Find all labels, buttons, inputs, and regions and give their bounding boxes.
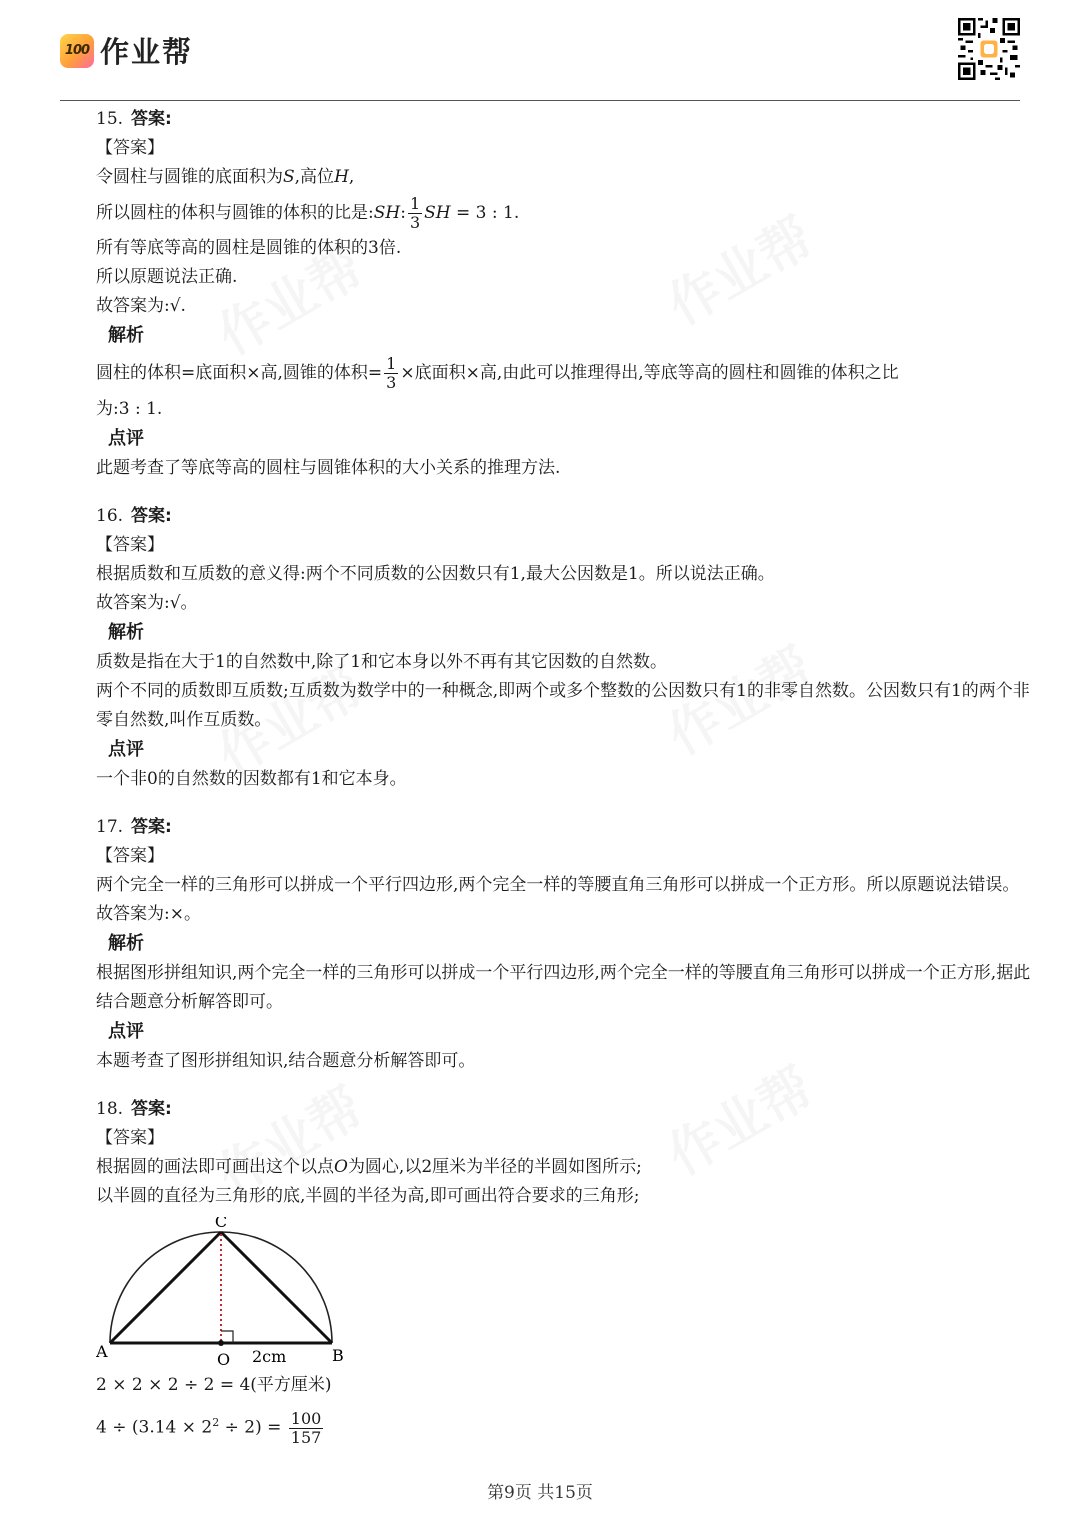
q17-answer-label: 【答案】	[96, 846, 164, 866]
q15-line-3: 所有等底等高的圆柱是圆锥的体积的3倍.	[96, 238, 402, 258]
label-c: C	[214, 1217, 228, 1231]
q18-answer-label: 【答案】	[96, 1128, 164, 1148]
q17-analysis-label: 解析	[108, 933, 144, 954]
semicircle-arc	[110, 1232, 332, 1343]
fraction: $\frac{1}{3}$	[409, 194, 421, 232]
q17-comment-label: 点评	[108, 1021, 144, 1042]
logo-badge-icon: 100	[60, 34, 94, 68]
qr-code-icon	[958, 18, 1020, 80]
q16-comment-1: 一个非0的自然数的因数都有1和它本身。	[96, 769, 407, 789]
fraction: $\frac{100}{157}$	[290, 1408, 322, 1447]
q15-answer-label: 【答案】	[96, 138, 164, 158]
q16-heading: 16. 答案:	[96, 506, 172, 526]
q15-line-1: 令圆柱与圆锥的底面积为S,高位H,	[96, 167, 355, 187]
q16-analysis-label: 解析	[108, 622, 144, 643]
brand-logo	[60, 30, 193, 71]
q18-formula-2: $4 \div (3.14 \times 2^2 \div 2)$ = $\frac{100}{157}$	[96, 1408, 322, 1447]
q18-heading: 18. 答案:	[96, 1099, 172, 1119]
q16-line-1: 根据质数和互质数的意义得:两个不同质数的公因数只有1,最大公因数是1。所以说法正确。	[96, 564, 775, 584]
side-ac	[110, 1232, 221, 1343]
label-a: A	[96, 1342, 108, 1361]
q15-comment-label: 点评	[108, 428, 144, 449]
q17-analysis-1: 根据图形拼组知识,两个完全一样的三角形可以拼成一个平行四边形,两个完全一样的等腰直角三角形可以拼成一个正方形,据此结合题意分析解答即可。	[96, 963, 1031, 1012]
header-divider	[60, 100, 1020, 101]
q16-line-2: 故答案为:√。	[96, 593, 198, 613]
q16-analysis-1: 质数是指在大于1的自然数中,除了1和它本身以外不再有其它因数的自然数。	[96, 652, 668, 672]
q18-line-2: 以半圆的直径为三角形的底,半圆的半径为高,即可画出符合要求的三角形;	[96, 1186, 640, 1206]
q16-answer-label: 【答案】	[96, 535, 164, 555]
side-cb	[221, 1232, 332, 1343]
center-point-o	[218, 1340, 224, 1346]
label-length: 2cm	[252, 1347, 287, 1366]
page-header	[0, 0, 1080, 102]
q15-line-2: 所以圆柱的体积与圆锥的体积的比是:SH: $\frac{1}{3}$ SH = 3 : 1.	[96, 194, 520, 232]
q16-comment-label: 点评	[108, 739, 144, 760]
fraction: $\frac{1}{3}$	[386, 354, 397, 392]
label-b: B	[332, 1346, 344, 1365]
logo-text: 作业帮	[100, 35, 194, 69]
q17-heading: 17. 答案:	[96, 817, 172, 837]
q15-line-5: 故答案为:√.	[96, 296, 186, 316]
page-content	[96, 104, 1040, 1451]
q15-comment-1: 此题考查了等底等高的圆柱与圆锥体积的大小关系的推理方法.	[96, 458, 561, 478]
semicircle-triangle-figure	[96, 1217, 356, 1367]
q17-comment-1: 本题考查了图形拼组知识,结合题意分析解答即可。	[96, 1051, 476, 1071]
q15-heading: 15. 答案:	[96, 109, 172, 129]
q17-line-2: 故答案为:×。	[96, 904, 201, 924]
q18-line-1: 根据圆的画法即可画出这个以点O为圆心,以2厘米为半径的半圆如图所示;	[96, 1157, 642, 1177]
q17-line-1: 两个完全一样的三角形可以拼成一个平行四边形,两个完全一样的等腰直角三角形可以拼成一个正方形。所以原题说法错误。	[96, 875, 1020, 895]
label-o: O	[217, 1350, 231, 1367]
q15-analysis-1: 圆柱的体积=底面积×高,圆锥的体积= $\frac{1}{3}$ ×底面积×高,由此可以推理得出,等底等高的圆柱和圆锥的体积之比	[96, 354, 899, 392]
q16-analysis-2: 两个不同的质数即互质数;互质数为数学中的一种概念,即两个或多个整数的公因数只有1的非零自然数。公因数只有1的两个非零自然数,叫作互质数。	[96, 681, 1030, 730]
q15-analysis-2: 为:3 : 1.	[96, 399, 163, 419]
q15-line-4: 所以原题说法正确.	[96, 267, 238, 287]
q18-formula-1: 2 × 2 × 2 ÷ 2 = 4(平方厘米)	[96, 1375, 332, 1395]
q15-analysis-label: 解析	[108, 325, 144, 346]
page-footer: 第9页 共15页	[487, 1483, 593, 1503]
